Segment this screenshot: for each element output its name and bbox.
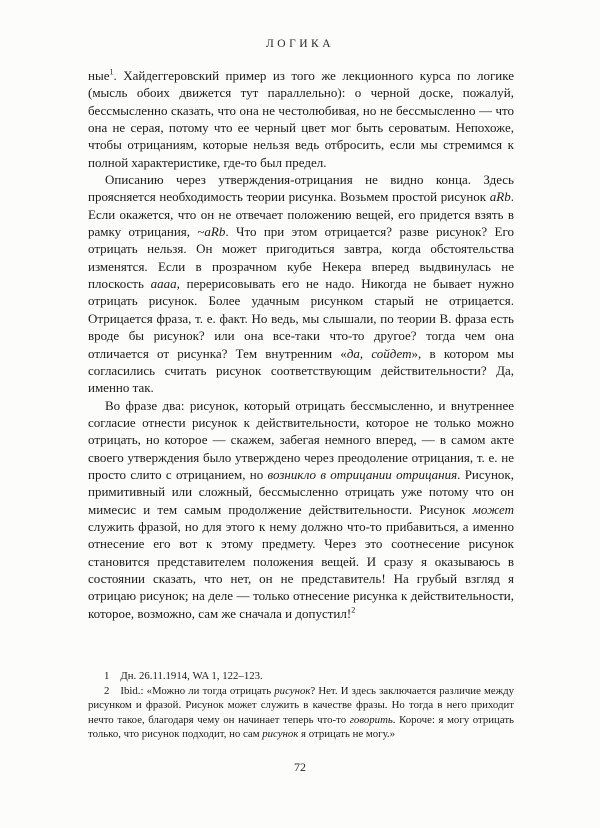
footnote <box>88 669 514 684</box>
footnote <box>88 684 514 742</box>
paragraph: Во фразе два: рисунок, который отрицать бессмысленно, и внутреннее согласие отнести рисунок к действительности, которое не только можно отрицать, но которое — скажем, забегая немного вперед, — в самом акте своего утверждения было утверждено через преодоление отрицания, т. е. не просто слито с отрицанием, но возникло в отрицании отрицания. Рисунок, примитивный или сложный, бессмысленно отрицать уже потому что он мимесис и тем самым продолжение действительности. Рисунок может служить фразой, но для этого к нему должно что-то прибавиться, а именно отнесение его вот к этому предмету. Через это соотнесение рисунок становится представителем положения вещей. И сразу я оказываюсь в состоянии сказать, что нет, он не представитель! На грубый взгляд я отрицаю рисунок; на деле — только отнесение рисунка к действительности, которое, возможно, сам же сначала и допустил!$^2$ <box>88 397 515 621</box>
footnotes-block <box>88 669 514 742</box>
footnote-text: Дн. 26.11.1914, WA 1, 122–123. <box>120 670 263 682</box>
footnote-number: 1 <box>104 670 110 682</box>
text-block <box>88 67 514 622</box>
footnote-number: 2 <box>104 684 110 697</box>
footnote-text: Ibid.: «Можно ли тогда отрицать рисунок? Нет. И здесь заключается различие между рисунком и фразой. Рисунок может служить в качестве фразы. Но тогда в него приходит нечто такое, благодаря чему он начинает теперь что-то говорить. Короче: я могу отрицать только, что рисунок подходит, но сам рисунок я отрицать не могу.» <box>88 684 514 741</box>
paragraph: ные$^1$. Хайдеггеровский пример из того же лекционного курса по логике (мысль обоих движется тут параллельно): о черной доске, пожалуй, бессмысленно сказать, что она не честолюбивая, но не бессмысленно — что она не серая, потому что ее черный цвет мог быть сероватым. Непохоже, чтобы отрицаниям, которые нельзя ведь отбросить, если мы стремимся к полной характеристике, где-то был предел. <box>88 67 514 170</box>
page-number: 72 <box>294 760 306 774</box>
running-head: ЛОГИКА <box>265 38 335 50</box>
paragraph: Описанию через утверждения-отрицания не видно конца. Здесь проясняется необходимость теории рисунка. Возьмем простой рисунок aRb. Если окажется, что он не отвечает положению вещей, его придется взять в рамку отрицания, ~aRb. Что при этом отрицается? разве рисунок? Его отрицать нельзя. Он может пригодиться завтра, когда обстоятельства изменятся. Если в прозрачном кубе Некера вперед выдвинулась не плоскость aaaa, перерисовывать его не надо. Никогда не бывает нужно отрицать рисунок. Более удачным рисунком старый не отрицается. Отрицается фраза, т. е. факт. Но ведь, мы слышали, по теории В. фраза есть вроде бы рисунок? или она все-таки что-то другое? тогда чем она отличается от рисунка? Тем внутренним «да, сойдет», в котором мы согласились считать рисунок соответствующим действительности? Да, именно так. <box>88 172 514 396</box>
